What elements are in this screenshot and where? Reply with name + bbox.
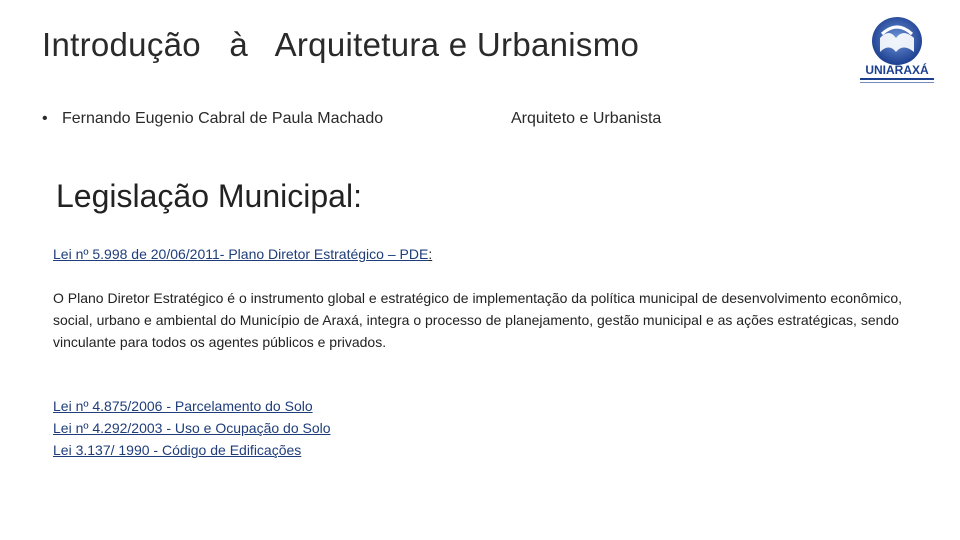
main-law-link[interactable]: Lei nº 5.998 de 20/06/2011- Plano Diretor Estratégico – PDE — [53, 246, 429, 262]
section-heading: Legislação Municipal: — [56, 178, 362, 214]
bullet-icon: • — [42, 110, 48, 127]
pde-description: O Plano Diretor Estratégico é o instrumento global e estratégico de implementação da política municipal de desenvolvimento econômico, social, urbano e ambiental do Município de Araxá, integra o processo de planejamento, gestão municipal e as ações estratégicas, sendo vinculante para todos os agentes públicos e privados. — [53, 290, 903, 350]
logo-text: UNIARAXÁ — [865, 63, 929, 77]
main-law-line — [53, 246, 432, 264]
author-name: Fernando Eugenio Cabral de Paula Machado — [62, 110, 384, 127]
law-links-list — [53, 395, 331, 461]
law-link-parcelamento[interactable]: Lei nº 4.875/2006 - Parcelamento do Solo — [53, 398, 313, 414]
main-law-colon: : — [428, 246, 433, 262]
slide-title: Introdução à Arquitetura e Urbanismo — [42, 26, 640, 63]
law-link-codigo-edificacoes[interactable]: Lei 3.137/ 1990 - Código de Edificações — [53, 442, 302, 458]
author-profession: Arquiteto e Urbanista — [511, 110, 662, 127]
uniaraxa-logo-icon — [852, 14, 942, 90]
law-link-uso-ocupacao[interactable]: Lei nº 4.292/2003 - Uso e Ocupação do Solo — [53, 420, 331, 436]
